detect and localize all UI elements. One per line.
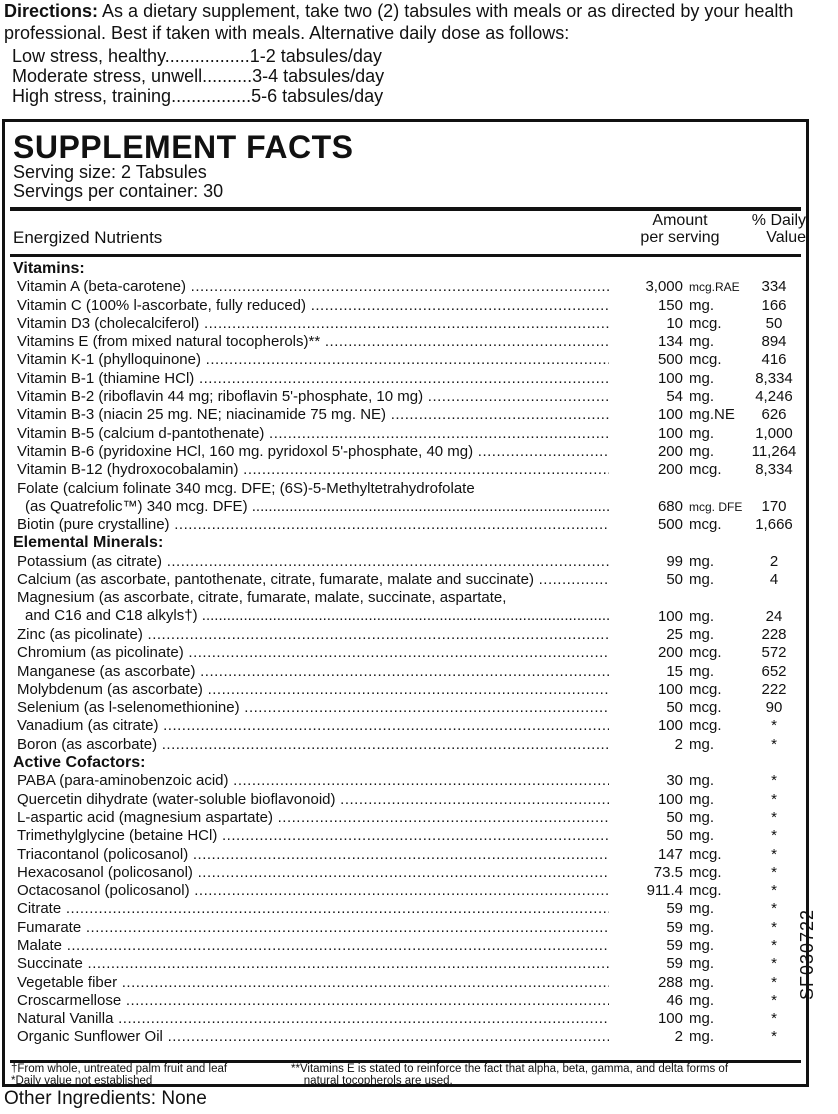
nutrient-daily-value: *	[771, 717, 777, 735]
nutrient-row	[5, 480, 806, 517]
nutrient-daily-value: 4,246	[755, 388, 793, 406]
nutrient-name: Croscarmellose .....	[17, 992, 657, 1010]
nutrient-daily-value: *	[771, 991, 777, 1009]
nutrient-unit: mcg.	[689, 717, 722, 735]
nutrient-unit: mg.	[689, 936, 715, 954]
nutrient-daily-value: 166	[761, 296, 787, 314]
nutrient-row	[5, 297, 806, 315]
nutrient-daily-value: *	[771, 863, 777, 881]
nutrient-daily-value: 228	[761, 625, 787, 643]
nutrient-name: Succinate .....	[17, 955, 657, 973]
nutrient-name: Vitamin D3 (cholecalciferol) .....	[17, 315, 657, 333]
nutrient-amount: 99	[609, 553, 683, 571]
nutrient-row	[5, 864, 806, 882]
nutrient-amount: 500	[609, 516, 683, 534]
thick-divider	[10, 207, 801, 211]
nutrient-name: Calcium (as ascorbate, pantothenate, citrate, fumarate, malate and succinate) .....	[17, 571, 657, 589]
nutrient-unit: mg.	[689, 955, 715, 973]
nutrient-name: Vanadium (as citrate) .....	[17, 717, 657, 735]
nutrient-row	[5, 553, 806, 571]
nutrient-amount: 100	[609, 370, 683, 388]
nutrient-amount: 3,000	[609, 278, 683, 296]
nutrient-amount: 680	[609, 498, 683, 516]
nutrient-amount: 100	[609, 681, 683, 699]
header-amount-text: Amount per serving	[640, 212, 720, 246]
nutrient-amount: 50	[609, 571, 683, 589]
dose-list	[12, 46, 384, 106]
nutrient-name: Vitamin B-12 (hydroxocobalamin) .....	[17, 461, 657, 479]
nutrient-daily-value: 222	[761, 680, 787, 698]
nutrient-name: Triacontanol (policosanol) .....	[17, 846, 657, 864]
nutrient-unit: mg.	[689, 735, 715, 753]
nutrient-row	[5, 900, 806, 918]
nutrient-amount: 59	[609, 955, 683, 973]
nutrient-row	[5, 516, 806, 534]
nutrient-amount: 30	[609, 772, 683, 790]
nutrient-name: Vitamin B-1 (thiamine HCl) .....	[17, 370, 657, 388]
nutrient-amount: 2	[609, 736, 683, 754]
nutrient-row	[5, 443, 806, 461]
nutrient-daily-value: *	[771, 918, 777, 936]
nutrient-unit: mcg.	[689, 863, 722, 881]
nutrient-row	[5, 663, 806, 681]
nutrient-unit: mcg.	[689, 516, 722, 534]
nutrient-row	[5, 736, 806, 754]
nutrient-row	[5, 699, 806, 717]
dose-moderate-stress: Moderate stress, unwell..........3-4 tabsules/day	[12, 66, 385, 86]
nutrient-daily-value: 626	[761, 406, 787, 424]
nutrient-daily-value: 11,264	[751, 442, 797, 460]
nutrient-row	[5, 846, 806, 864]
nutrient-name: Hexacosanol (policosanol) .....	[17, 864, 657, 882]
nutrient-row	[5, 388, 806, 406]
nutrient-name: Vegetable fiber .....	[17, 974, 657, 992]
serving-size: Serving size: 2 Tabsules	[13, 162, 207, 182]
nutrient-name: Molybdenum (as ascorbate) .....	[17, 681, 657, 699]
nutrient-row	[5, 974, 806, 992]
header-divider	[10, 254, 801, 257]
nutrient-daily-value: *	[771, 790, 777, 808]
nutrient-name: Biotin (pure crystalline) .....	[17, 516, 657, 534]
supplement-facts-panel	[2, 119, 809, 1087]
header-dv-text: % Daily Value	[751, 212, 806, 246]
directions-label: Directions:	[4, 1, 99, 21]
footnote-right: **Vitamins E is stated to reinforce the fact that alpha, beta, gamma, and delta forms of natural tocopherols are used.	[291, 1063, 729, 1087]
nutrient-unit: mg.	[689, 607, 715, 625]
nutrient-name: Organic Sunflower Oil .....	[17, 1028, 657, 1046]
nutrient-daily-value: 8,334	[755, 369, 793, 387]
nutrient-amount: 59	[609, 900, 683, 918]
facts-title: SUPPLEMENT FACTS	[13, 129, 354, 165]
other-ingredients: Other Ingredients: None	[4, 1088, 207, 1109]
nutrient-unit: mcg. DFE	[689, 499, 743, 514]
nutrient-daily-value: 894	[761, 333, 787, 351]
nutrient-row	[5, 644, 806, 662]
footnote-left: †From whole, untreated palm fruit and leaf *Daily value not established	[11, 1063, 228, 1087]
nutrient-unit: mg.	[689, 442, 715, 460]
nutrient-name: PABA (para-aminobenzoic acid) .....	[17, 772, 657, 790]
nutrient-amount: 200	[609, 644, 683, 662]
nutrient-row	[5, 772, 806, 790]
nutrient-unit: mg.	[689, 900, 715, 918]
nutrient-row	[5, 791, 806, 809]
nutrient-daily-value: 4	[769, 571, 779, 589]
nutrient-amount: 200	[609, 461, 683, 479]
nutrient-unit: mcg.RAE	[689, 280, 740, 295]
nutrient-row	[5, 333, 806, 351]
nutrient-daily-value: *	[771, 735, 777, 753]
nutrient-amount: 911.4	[609, 882, 683, 900]
nutrient-row	[5, 589, 806, 626]
nutrient-daily-value: 652	[761, 662, 787, 680]
nutrient-unit: mg.	[689, 333, 715, 351]
nutrient-row	[5, 571, 806, 589]
nutrient-unit: mcg.	[689, 699, 722, 717]
nutrient-unit: mg.	[689, 827, 715, 845]
nutrient-amount: 100	[609, 425, 683, 443]
directions-paragraph	[4, 0, 804, 44]
nutrient-name: Quercetin dihydrate (water-soluble bioflavonoid) .....	[17, 791, 657, 809]
nutrient-name: Octacosanol (policosanol) .....	[17, 882, 657, 900]
nutrient-row	[5, 406, 806, 424]
nutrient-name: L-aspartic acid (magnesium aspartate) .....	[17, 809, 657, 827]
nutrient-row	[5, 278, 806, 296]
nutrient-name: Vitamins E (from mixed natural tocopherols)** .....	[17, 333, 657, 351]
nutrient-amount: 10	[609, 315, 683, 333]
nutrient-amount: 100	[609, 717, 683, 735]
nutrient-daily-value: *	[771, 882, 777, 900]
nutrient-amount: 100	[609, 608, 683, 626]
nutrient-unit: mg.	[689, 772, 715, 790]
nutrient-daily-value: *	[771, 845, 777, 863]
nutrient-daily-value: 2	[769, 552, 779, 570]
nutrient-row	[5, 919, 806, 937]
nutrient-amount: 150	[609, 297, 683, 315]
nutrient-amount: 59	[609, 937, 683, 955]
header-nutrients: Energized Nutrients	[13, 228, 163, 247]
nutrient-row	[5, 827, 806, 845]
nutrient-unit: mg.	[689, 991, 715, 1009]
nutrient-amount: 500	[609, 351, 683, 369]
nutrient-table	[5, 260, 806, 1047]
nutrient-amount: 50	[609, 827, 683, 845]
servings-per-container: Servings per container: 30	[13, 181, 224, 201]
nutrient-row	[5, 351, 806, 369]
nutrient-name-line2: (as Quatrefolic™) 340 mcg. DFE) .....	[17, 498, 657, 516]
nutrient-row	[5, 425, 806, 443]
nutrient-unit: mcg.	[689, 314, 722, 332]
nutrient-unit: mg.	[689, 1028, 715, 1046]
nutrient-amount: 50	[609, 809, 683, 827]
nutrient-daily-value: 24	[765, 607, 783, 625]
nutrient-name-line1: Magnesium (as ascorbate, citrate, fumarate, malate, succinate, aspartate,	[17, 589, 507, 607]
nutrient-unit: mg.	[689, 662, 715, 680]
nutrient-daily-value: *	[771, 808, 777, 826]
nutrient-unit: mg.	[689, 296, 715, 314]
nutrient-amount: 147	[609, 846, 683, 864]
nutrient-amount: 73.5	[609, 864, 683, 882]
nutrient-daily-value: *	[771, 772, 777, 790]
nutrient-daily-value: 8,334	[755, 461, 793, 479]
nutrient-unit: mcg.	[689, 351, 722, 369]
nutrient-unit: mg.	[689, 369, 715, 387]
nutrient-amount: 100	[609, 791, 683, 809]
nutrient-name: Zinc (as picolinate) .....	[17, 626, 657, 644]
nutrient-unit: mg.	[689, 625, 715, 643]
nutrient-amount: 200	[609, 443, 683, 461]
nutrient-unit: mg.	[689, 571, 715, 589]
nutrient-daily-value: 1,666	[755, 516, 793, 534]
nutrient-daily-value: 90	[765, 699, 783, 717]
nutrient-unit: mg.	[689, 973, 715, 991]
nutrient-amount: 59	[609, 919, 683, 937]
nutrient-unit: mg.	[689, 1010, 715, 1028]
nutrient-daily-value: *	[771, 827, 777, 845]
nutrient-name: Vitamin B-2 (riboflavin 44 mg; riboflavin 5'-phosphate, 10 mg) .....	[17, 388, 657, 406]
nutrient-name: Vitamin B-5 (calcium d-pantothenate) .....	[17, 425, 657, 443]
nutrient-name-line2: and C16 and C18 alkyls†) .....	[17, 607, 657, 625]
nutrient-daily-value: *	[771, 973, 777, 991]
nutrient-row	[5, 717, 806, 735]
nutrient-amount: 100	[609, 1010, 683, 1028]
header-daily-value	[740, 212, 806, 246]
nutrient-amount: 46	[609, 992, 683, 1010]
nutrient-unit: mg.	[689, 790, 715, 808]
nutrient-unit: mcg.	[689, 680, 722, 698]
nutrient-name-line1: Folate (calcium folinate 340 mcg. DFE; (6S)-5-Methyltetrahydrofolate	[17, 479, 475, 497]
section-heading: Elemental Minerals:	[13, 534, 164, 552]
nutrient-row	[5, 461, 806, 479]
nutrient-daily-value: 572	[761, 644, 787, 662]
nutrient-name: Vitamin B-3 (niacin 25 mg. NE; niacinamide 75 mg. NE) .....	[17, 406, 657, 424]
nutrient-name: Manganese (as ascorbate) .....	[17, 663, 657, 681]
nutrient-name	[17, 480, 657, 517]
nutrient-daily-value: 334	[761, 278, 787, 296]
nutrient-row	[5, 1028, 806, 1046]
nutrient-unit: mg.NE	[689, 406, 735, 424]
nutrient-row	[5, 955, 806, 973]
nutrient-amount: 50	[609, 699, 683, 717]
nutrient-name: Vitamin C (100% l-ascorbate, fully reduced) .....	[17, 297, 657, 315]
nutrient-name: Boron (as ascorbate) .....	[17, 736, 657, 754]
nutrient-name: Citrate .....	[17, 900, 657, 918]
nutrient-daily-value: *	[771, 1010, 777, 1028]
nutrient-name: Natural Vanilla .....	[17, 1010, 657, 1028]
nutrient-row	[5, 681, 806, 699]
nutrient-amount: 54	[609, 388, 683, 406]
nutrient-amount: 15	[609, 663, 683, 681]
nutrient-amount: 2	[609, 1028, 683, 1046]
nutrient-name: Malate .....	[17, 937, 657, 955]
nutrient-unit: mg.	[689, 388, 715, 406]
dose-high-stress: High stress, training................5-6 tabsules/day	[12, 86, 384, 106]
nutrient-row	[5, 626, 806, 644]
nutrient-row	[5, 1010, 806, 1028]
dose-low-stress: Low stress, healthy.................1-2 tabsules/day	[12, 46, 382, 66]
nutrient-name: Vitamin A (beta-carotene) .....	[17, 278, 657, 296]
nutrient-daily-value: 1,000	[755, 424, 793, 442]
nutrient-daily-value: 416	[761, 351, 787, 369]
nutrient-amount: 25	[609, 626, 683, 644]
nutrient-daily-value: *	[771, 1028, 777, 1046]
nutrient-name	[17, 589, 657, 626]
nutrient-daily-value: 170	[761, 497, 787, 515]
nutrient-amount: 288	[609, 974, 683, 992]
directions-text: As a dietary supplement, take two (2) tabsules with meals or as directed by your health professional. Best if taken with meals. Alternative daily dose as follows:	[4, 1, 794, 43]
nutrient-row	[5, 370, 806, 388]
nutrient-name: Vitamin B-6 (pyridoxine HCl, 160 mg. pyridoxol 5'-phosphate, 40 mg) .....	[17, 443, 657, 461]
side-code: SF030722	[797, 908, 817, 1000]
nutrient-row	[5, 882, 806, 900]
nutrient-unit: mcg.	[689, 882, 722, 900]
section-heading: Vitamins:	[13, 260, 85, 277]
section-heading: Active Cofactors:	[13, 754, 146, 772]
nutrient-daily-value: *	[771, 936, 777, 954]
nutrient-unit: mg.	[689, 552, 715, 570]
nutrient-unit: mg.	[689, 808, 715, 826]
nutrient-unit: mcg.	[689, 461, 722, 479]
nutrient-daily-value: *	[771, 900, 777, 918]
header-amount	[625, 212, 735, 246]
nutrient-row	[5, 809, 806, 827]
nutrient-unit: mg.	[689, 424, 715, 442]
nutrient-unit: mcg.	[689, 644, 722, 662]
nutrient-name: Vitamin K-1 (phylloquinone) .....	[17, 351, 657, 369]
nutrient-unit: mcg.	[689, 845, 722, 863]
nutrient-name: Fumarate .....	[17, 919, 657, 937]
nutrient-name: Trimethylglycine (betaine HCl) .....	[17, 827, 657, 845]
nutrient-daily-value: 50	[765, 314, 783, 332]
nutrient-name: Selenium (as l-selenomethionine) .....	[17, 699, 657, 717]
nutrient-daily-value: *	[771, 955, 777, 973]
nutrient-name: Potassium (as citrate) .....	[17, 553, 657, 571]
nutrient-name: Chromium (as picolinate) .....	[17, 644, 657, 662]
nutrient-amount: 100	[609, 406, 683, 424]
nutrient-amount: 134	[609, 333, 683, 351]
nutrient-row	[5, 937, 806, 955]
nutrient-row	[5, 992, 806, 1010]
nutrient-row	[5, 315, 806, 333]
nutrient-unit: mg.	[689, 918, 715, 936]
